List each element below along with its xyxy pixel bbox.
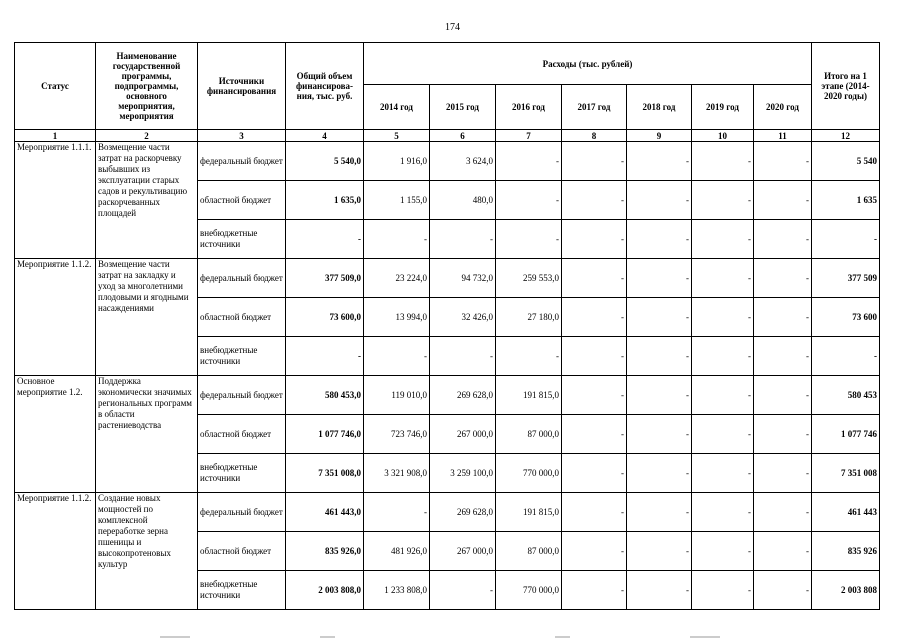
total-volume-cell: 377 509,0 bbox=[286, 259, 364, 298]
source-cell: областной бюджет bbox=[198, 181, 286, 220]
stage-total-cell: 1 635 bbox=[812, 181, 880, 220]
program-name-cell: Создание новых мощностей по комплексной переработке зерна пшеницы и высокопротеновых культур bbox=[96, 493, 198, 610]
program-name-cell: Возмещение части затрат на раскорчевку выбывших из эксплуатации старых садов и рекультивацию раскорчеванных площадей bbox=[96, 142, 198, 259]
source-cell: федеральный бюджет bbox=[198, 259, 286, 298]
column-number-row bbox=[15, 130, 880, 142]
header-year: 2018 год bbox=[627, 85, 692, 130]
year-value-cell: 259 553,0 bbox=[496, 259, 562, 298]
year-value-cell: 1 916,0 bbox=[364, 142, 430, 181]
year-value-cell: - bbox=[754, 181, 812, 220]
header-year: 2017 год bbox=[562, 85, 627, 130]
year-value-cell: 267 000,0 bbox=[430, 415, 496, 454]
status-cell: Мероприятие 1.1.1. bbox=[15, 142, 96, 259]
header-year: 2016 год bbox=[496, 85, 562, 130]
year-value-cell: - bbox=[692, 493, 754, 532]
stage-total-cell: 2 003 808 bbox=[812, 571, 880, 610]
year-value-cell: - bbox=[627, 571, 692, 610]
year-value-cell: - bbox=[562, 181, 627, 220]
year-value-cell: - bbox=[754, 220, 812, 259]
header-program-name: Наименование государственной программы, подпрограммы, основного мероприятия, мероприятия bbox=[96, 43, 198, 130]
year-value-cell: - bbox=[692, 298, 754, 337]
year-value-cell: - bbox=[692, 415, 754, 454]
year-value-cell: 191 815,0 bbox=[496, 376, 562, 415]
column-number: 12 bbox=[812, 130, 880, 142]
year-value-cell: - bbox=[562, 298, 627, 337]
year-value-cell: - bbox=[496, 337, 562, 376]
total-volume-cell: 835 926,0 bbox=[286, 532, 364, 571]
year-value-cell: - bbox=[692, 181, 754, 220]
source-cell: внебюджетные источники bbox=[198, 220, 286, 259]
year-value-cell: - bbox=[496, 181, 562, 220]
year-value-cell: - bbox=[627, 298, 692, 337]
year-value-cell: - bbox=[754, 493, 812, 532]
year-value-cell: - bbox=[754, 337, 812, 376]
stage-total-cell: 5 540 bbox=[812, 142, 880, 181]
year-value-cell: - bbox=[754, 298, 812, 337]
year-value-cell: 770 000,0 bbox=[496, 571, 562, 610]
year-value-cell: 269 628,0 bbox=[430, 493, 496, 532]
source-cell: федеральный бюджет bbox=[198, 142, 286, 181]
column-number: 3 bbox=[198, 130, 286, 142]
year-value-cell: 267 000,0 bbox=[430, 532, 496, 571]
year-value-cell: - bbox=[692, 454, 754, 493]
header-stage-total: Итого на 1 этапе (2014-2020 годы) bbox=[812, 43, 880, 130]
year-value-cell: 3 259 100,0 bbox=[430, 454, 496, 493]
status-cell: Основное мероприятие 1.2. bbox=[15, 376, 96, 493]
stage-total-cell: - bbox=[812, 337, 880, 376]
year-value-cell: - bbox=[496, 220, 562, 259]
year-value-cell: - bbox=[627, 454, 692, 493]
year-value-cell: - bbox=[627, 493, 692, 532]
header-year: 2020 год bbox=[754, 85, 812, 130]
total-volume-cell: 461 443,0 bbox=[286, 493, 364, 532]
year-value-cell: - bbox=[754, 376, 812, 415]
column-number: 4 bbox=[286, 130, 364, 142]
year-value-cell: - bbox=[692, 532, 754, 571]
total-volume-cell: - bbox=[286, 220, 364, 259]
year-value-cell: 23 224,0 bbox=[364, 259, 430, 298]
year-value-cell: - bbox=[754, 532, 812, 571]
year-value-cell: 480,0 bbox=[430, 181, 496, 220]
year-value-cell: 723 746,0 bbox=[364, 415, 430, 454]
year-value-cell: 191 815,0 bbox=[496, 493, 562, 532]
total-volume-cell: 5 540,0 bbox=[286, 142, 364, 181]
year-value-cell: - bbox=[562, 493, 627, 532]
program-name-cell: Возмещение части затрат на закладку и уход за многолетними плодовыми и ягодными насаждениями bbox=[96, 259, 198, 376]
page-number: 174 bbox=[445, 22, 460, 33]
year-value-cell: - bbox=[627, 337, 692, 376]
table-row bbox=[15, 142, 880, 181]
year-value-cell: 1 233 808,0 bbox=[364, 571, 430, 610]
source-cell: внебюджетные источники bbox=[198, 571, 286, 610]
year-value-cell: - bbox=[627, 181, 692, 220]
year-value-cell: 32 426,0 bbox=[430, 298, 496, 337]
year-value-cell: - bbox=[430, 220, 496, 259]
year-value-cell: - bbox=[692, 220, 754, 259]
year-value-cell: - bbox=[562, 376, 627, 415]
year-value-cell: - bbox=[692, 337, 754, 376]
column-number: 7 bbox=[496, 130, 562, 142]
stage-total-cell: - bbox=[812, 220, 880, 259]
year-value-cell: 27 180,0 bbox=[496, 298, 562, 337]
year-value-cell: - bbox=[754, 142, 812, 181]
year-value-cell: - bbox=[692, 142, 754, 181]
year-value-cell: - bbox=[692, 259, 754, 298]
header-year: 2019 год bbox=[692, 85, 754, 130]
header-expenses: Расходы (тыс. рублей) bbox=[364, 43, 812, 85]
column-number: 6 bbox=[430, 130, 496, 142]
year-value-cell: 119 010,0 bbox=[364, 376, 430, 415]
total-volume-cell: 1 635,0 bbox=[286, 181, 364, 220]
stage-total-cell: 7 351 008 bbox=[812, 454, 880, 493]
stage-total-cell: 377 509 bbox=[812, 259, 880, 298]
year-value-cell: - bbox=[754, 259, 812, 298]
year-value-cell: - bbox=[754, 571, 812, 610]
year-value-cell: 3 624,0 bbox=[430, 142, 496, 181]
stage-total-cell: 835 926 bbox=[812, 532, 880, 571]
year-value-cell: 94 732,0 bbox=[430, 259, 496, 298]
year-value-cell: - bbox=[562, 337, 627, 376]
year-value-cell: - bbox=[562, 220, 627, 259]
header-year: 2015 год bbox=[430, 85, 496, 130]
stage-total-cell: 461 443 bbox=[812, 493, 880, 532]
year-value-cell: - bbox=[430, 571, 496, 610]
source-cell: областной бюджет bbox=[198, 415, 286, 454]
table-row bbox=[15, 493, 880, 532]
year-value-cell: 269 628,0 bbox=[430, 376, 496, 415]
total-volume-cell: 7 351 008,0 bbox=[286, 454, 364, 493]
budget-table bbox=[14, 42, 880, 610]
table-row bbox=[15, 259, 880, 298]
year-value-cell: - bbox=[364, 337, 430, 376]
source-cell: федеральный бюджет bbox=[198, 493, 286, 532]
year-value-cell: 481 926,0 bbox=[364, 532, 430, 571]
year-value-cell: - bbox=[627, 532, 692, 571]
year-value-cell: - bbox=[627, 259, 692, 298]
header-sources: Источники финансирования bbox=[198, 43, 286, 130]
header-total-volume: Общий объем финансирова-ния, тыс. руб. bbox=[286, 43, 364, 130]
year-value-cell: - bbox=[627, 415, 692, 454]
column-number: 9 bbox=[627, 130, 692, 142]
program-name-cell: Поддержка экономически значимых региональных программ в области растениеводства bbox=[96, 376, 198, 493]
year-value-cell: - bbox=[627, 376, 692, 415]
total-volume-cell: 1 077 746,0 bbox=[286, 415, 364, 454]
year-value-cell: - bbox=[562, 415, 627, 454]
status-cell: Мероприятие 1.1.2. bbox=[15, 493, 96, 610]
column-number: 11 bbox=[754, 130, 812, 142]
year-value-cell: - bbox=[364, 220, 430, 259]
year-value-cell: 1 155,0 bbox=[364, 181, 430, 220]
year-value-cell: - bbox=[562, 142, 627, 181]
stage-total-cell: 73 600 bbox=[812, 298, 880, 337]
table-row bbox=[15, 376, 880, 415]
year-value-cell: - bbox=[562, 259, 627, 298]
column-number: 2 bbox=[96, 130, 198, 142]
source-cell: областной бюджет bbox=[198, 532, 286, 571]
source-cell: областной бюджет bbox=[198, 298, 286, 337]
column-number: 1 bbox=[15, 130, 96, 142]
table-body bbox=[15, 142, 880, 610]
stage-total-cell: 1 077 746 bbox=[812, 415, 880, 454]
year-value-cell: - bbox=[562, 532, 627, 571]
year-value-cell: - bbox=[562, 454, 627, 493]
year-value-cell: - bbox=[692, 571, 754, 610]
stage-total-cell: 580 453 bbox=[812, 376, 880, 415]
year-value-cell: 87 000,0 bbox=[496, 532, 562, 571]
column-number: 5 bbox=[364, 130, 430, 142]
year-value-cell: 13 994,0 bbox=[364, 298, 430, 337]
source-cell: внебюджетные источники bbox=[198, 337, 286, 376]
year-value-cell: - bbox=[692, 376, 754, 415]
year-value-cell: - bbox=[627, 220, 692, 259]
total-volume-cell: 580 453,0 bbox=[286, 376, 364, 415]
year-value-cell: 770 000,0 bbox=[496, 454, 562, 493]
year-value-cell: 3 321 908,0 bbox=[364, 454, 430, 493]
source-cell: внебюджетные источники bbox=[198, 454, 286, 493]
total-volume-cell: 2 003 808,0 bbox=[286, 571, 364, 610]
year-value-cell: - bbox=[562, 571, 627, 610]
year-value-cell: - bbox=[754, 454, 812, 493]
scan-edge-marks bbox=[0, 634, 905, 640]
total-volume-cell: - bbox=[286, 337, 364, 376]
status-cell: Мероприятие 1.1.2. bbox=[15, 259, 96, 376]
year-value-cell: - bbox=[754, 415, 812, 454]
source-cell: федеральный бюджет bbox=[198, 376, 286, 415]
year-value-cell: - bbox=[627, 142, 692, 181]
column-number: 8 bbox=[562, 130, 627, 142]
header-year: 2014 год bbox=[364, 85, 430, 130]
year-value-cell: - bbox=[430, 337, 496, 376]
year-value-cell: 87 000,0 bbox=[496, 415, 562, 454]
year-value-cell: - bbox=[496, 142, 562, 181]
column-number: 10 bbox=[692, 130, 754, 142]
year-value-cell: - bbox=[364, 493, 430, 532]
header-status: Статус bbox=[15, 43, 96, 130]
total-volume-cell: 73 600,0 bbox=[286, 298, 364, 337]
